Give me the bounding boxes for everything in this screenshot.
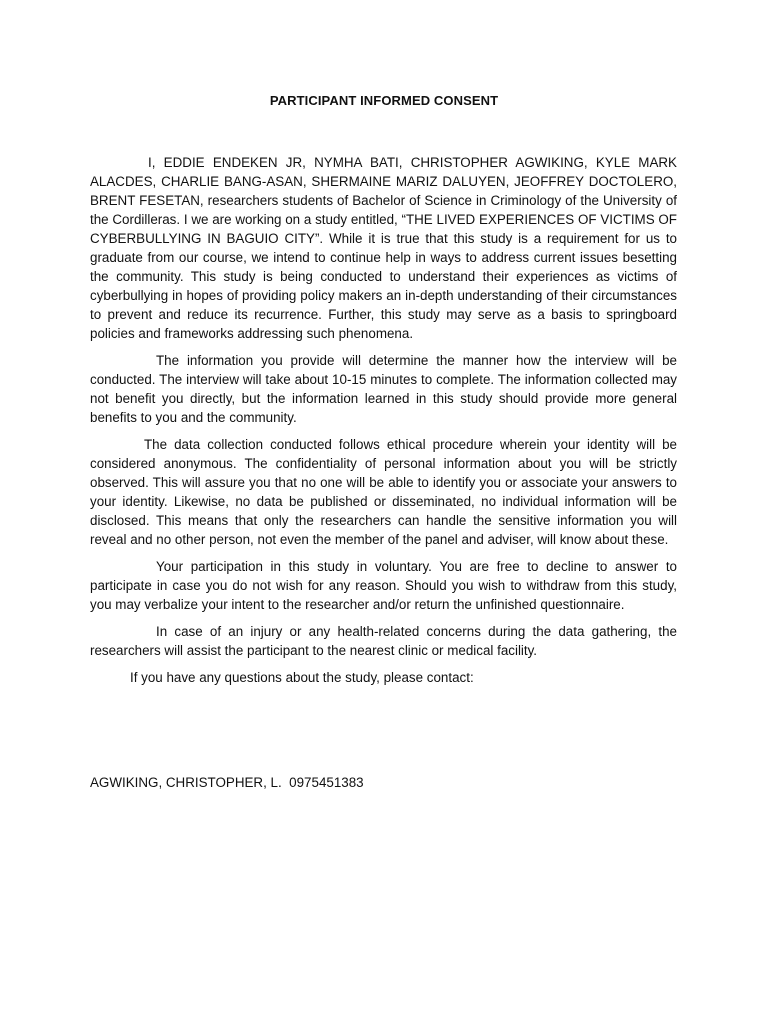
paragraph-interview-info: The information you provide will determine the manner how the interview will be conducted. The interview will take about 10-15 minutes to complete. The information collected may not benefit you directly, but the information learned in this study should provide more general benefits to you and the community. [90, 353, 677, 425]
document-title: PARTICIPANT INFORMED CONSENT [269, 93, 499, 108]
paragraph-introduction: I, EDDIE ENDEKEN JR, NYMHA BATI, CHRISTOPHER AGWIKING, KYLE MARK ALACDES, CHARLIE BANG-ASAN, SHERMAINE MARIZ DALUYEN, JEOFFREY DOCTOLERO, BRENT FESETAN, researchers students of Bachelor of Science in Criminology of the University of the Cordilleras. I we are working on a study entitled, “THE LIVED EXPERIENCES OF VICTIMS OF CYBERBULLYING IN BAGUIO CITY”. While it is true that this study is a requirement for us to graduate from our course, we intend to continue help in ways to address current issues besetting the community. This study is being conducted to understand their experiences as victims of cyberbullying in hopes of providing policy makers an in-depth understanding of their circumstances to prevent and reduce its recurrence. Further, this study may serve as a basis to springboard policies and frameworks addressing such phenomena. [90, 155, 677, 341]
paragraph-confidentiality: The data collection conducted follows ethical procedure wherein your identity will be considered anonymous. The confidentiality of personal information about you will be strictly observed. This will assure you that no one will be able to identify you or associate your answers to your identity. Likewise, no data be published or disseminated, no individual information will be disclosed. This means that only the researchers can handle the sensitive information you will reveal and no other person, not even the member of the panel and adviser, will know about these. [90, 437, 677, 547]
paragraph-health-concerns: In case of an injury or any health-related concerns during the data gathering, the researchers will assist the participant to the nearest clinic or medical facility. [90, 624, 677, 658]
paragraph-contact-prompt: If you have any questions about the study, please contact: [130, 670, 474, 685]
contact-line: AGWIKING, CHRISTOPHER, L. 0975451383 [90, 775, 364, 790]
document-body [90, 153, 677, 695]
paragraph-voluntary-participation: Your participation in this study in voluntary. You are free to decline to answer to participate in case you do not wish for any reason. Should you wish to withdraw from this study, you may verbalize your intent to the researcher and/or return the unfinished questionnaire. [90, 559, 677, 612]
